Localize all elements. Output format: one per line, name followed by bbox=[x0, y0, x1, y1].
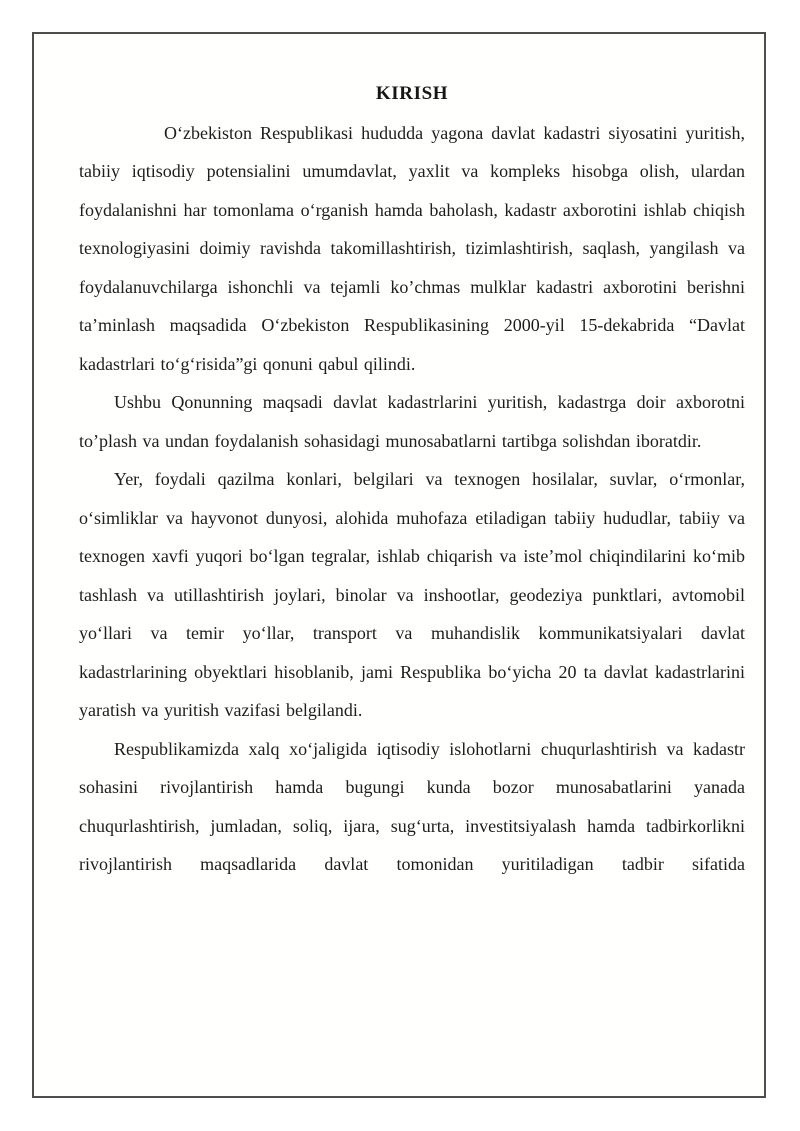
paragraph-law-purpose: Ushbu Qonunning maqsadi davlat kadastrlarini yuritish, kadastrga doir axborotni to’plash va undan foydalanish sohasidagi munosabatlarni tartibga solishdan iboratdir. bbox=[79, 392, 745, 451]
paragraph-economic-reforms: Respublikamizda xalq xo‘jaligida iqtisodiy islohotlarni chuqurlashtirish va kadastr sohasini rivojlantirish hamda bugungi kunda bozor munosabatlarini yanada chuqurlashtirish, jumladan, soliq, ijara, sug‘urta, investitsiyalash hamda tadbirkorlikni rivojlantirish maqsadlarida davlat tomonidan yuritiladigan tadbir sifatida bbox=[79, 738, 745, 874]
paragraph-cadastre-objects: Yer, foydali qazilma konlari, belgilari va texnogen hosilalar, suvlar, o‘rmonlar, o‘simliklar va hayvonot dunyosi, alohida muhofaza etiladigan tabiiy hududlar, tabiiy va texnogen xavfi yuqori bo‘lgan tegralar, ishlab chiqarish va iste’mol chiqindilarini ko‘mib tashlash va utillashtirish joylari, binolar va inshootlar, geodeziya punktlari, avtomobil yo‘llari va temir yo‘llar, transport va muhandislik kommunikatsiyalari davlat kadastrlarining obyektlari hisoblanib, jami Respublika bo‘yicha 20 ta davlat kadastrlarini yaratish va yuritish vazifasi belgilandi. bbox=[79, 469, 745, 720]
document-page-border bbox=[32, 32, 766, 1098]
page-title: KIRISH bbox=[375, 83, 449, 104]
paragraph-intro-law: O‘zbekiston Respublikasi hududda yagona davlat kadastri siyosatini yuritish, tabiiy iqtisodiy potensialini umumdavlat, yaxlit va kompleks hisobga olish, ulardan foydalanishni har tomonlama o‘rganish hamda baholash, kadastr axborotini ishlab chiqish texnologiyasini doimiy ravishda takomillashtirish, tizimlashtirish, saqlash, yangilash va foydalanuvchilarga ishonchli va tejamli ko’chmas mulklar kadastri axborotini berishni ta’minlash maqsadida O‘zbekiston Respublikasining 2000-yil 15-dekabrida “Davlat kadastrlari to‘g‘risida”gi qonuni qabul qilindi. bbox=[79, 122, 745, 374]
